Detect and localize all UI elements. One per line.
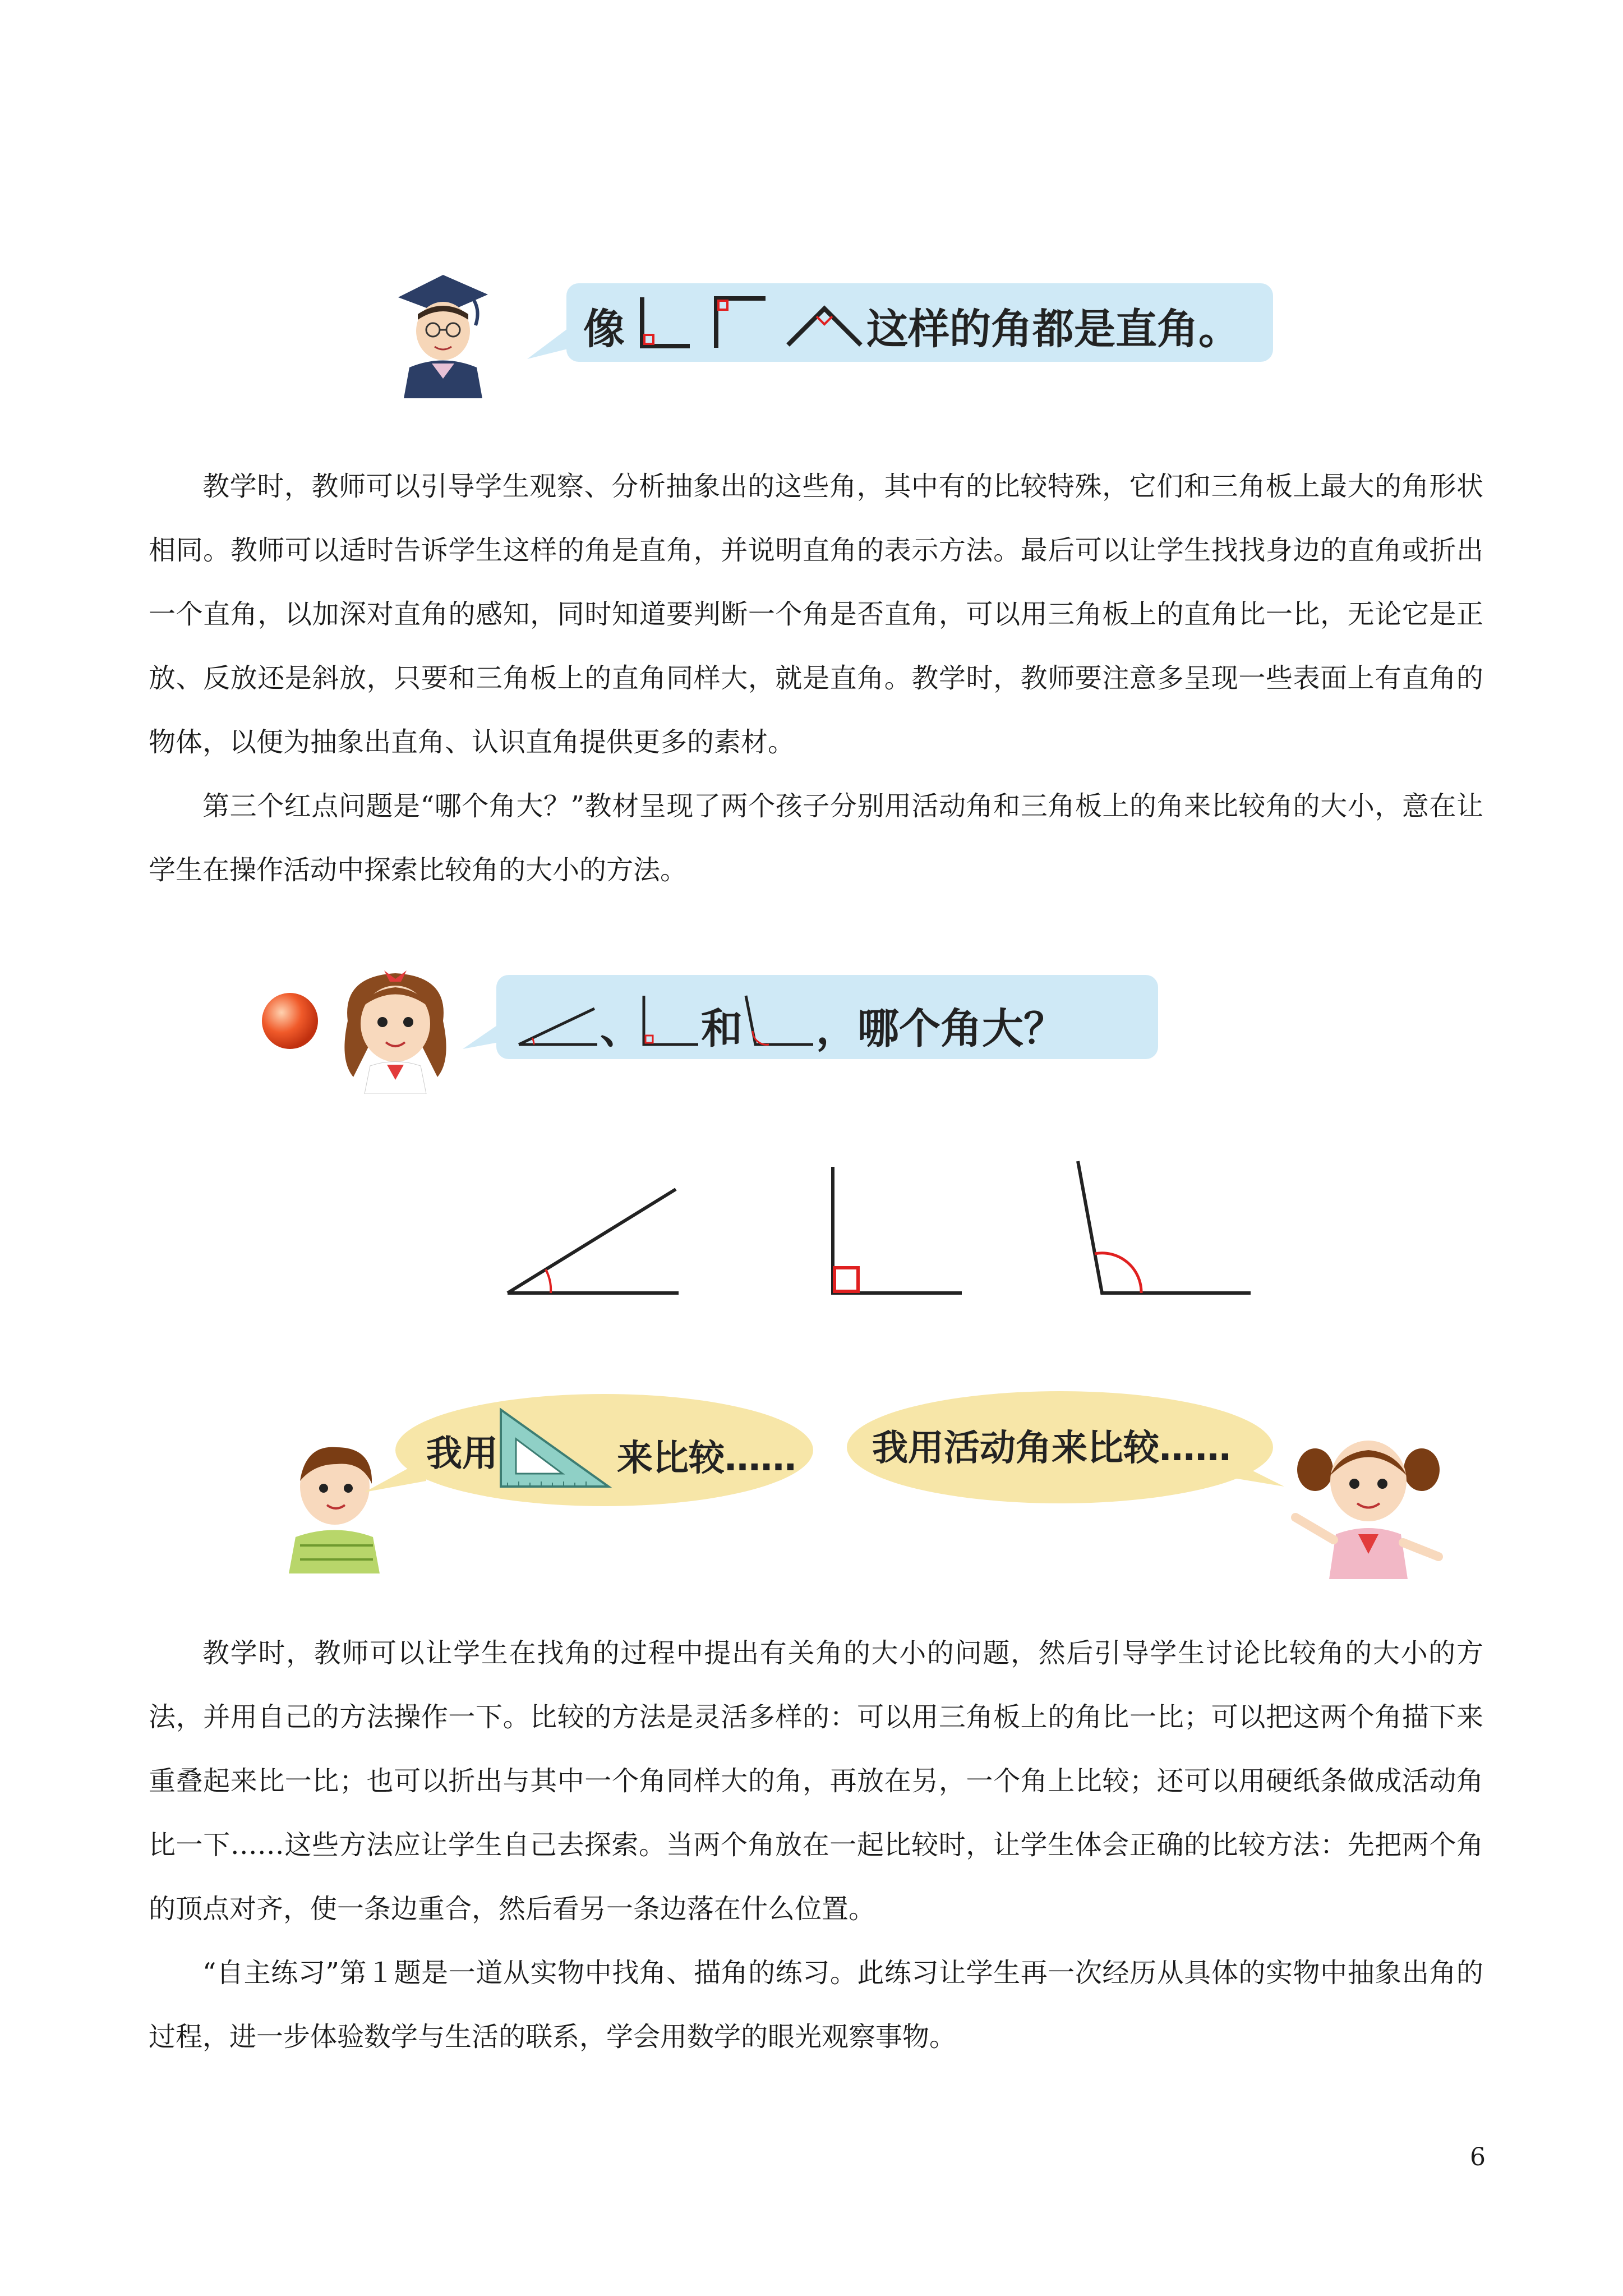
pigtail-girl-figure (1290, 1428, 1447, 1579)
boy-bubble-pointer-icon (365, 1458, 426, 1503)
paragraph-3: 教学时，教师可以让学生在找角的过程中提出有关角的大小的问题，然后引导学生讨论比较角的大小的方法，并用自己的方法操作一下。比较的方法是灵活多样的：可以用三角板上的角比一比；可以把这两个角描下来重叠起来比一比；也可以折出与其中一个角同样大的角，再放在另，一个角上比较；还可以用硬纸条做成活动角比一下……这些方法应让学生自己去探索。当两个角放在一起比较时，让学生体会正确的比较方法：先把两个角的顶点对齐，使一条边重合，然后看另一条边落在什么位置。 (149, 1637, 1483, 1925)
callout-pointer-icon (527, 325, 572, 365)
right-angle-small-icon (639, 993, 701, 1049)
large-right-angle (824, 1161, 970, 1307)
triangle-ruler-icon (496, 1405, 614, 1492)
girl-figure (331, 959, 460, 1094)
teacher-avatar-icon (387, 264, 499, 398)
question-separator: 、 (600, 1005, 642, 1053)
right-angle-flipped-icon (709, 292, 771, 353)
pigtail-girl-avatar-icon (1290, 1428, 1447, 1579)
page-number: 6 (1470, 2143, 1486, 2171)
girl-avatar-icon (331, 959, 460, 1094)
question-and: 和 (701, 1005, 743, 1053)
paragraph-1: 教学时，教师可以引导学生观察、分析抽象出的这些角，其中有的比较特殊，它们和三角板上最大的角形状相同。教师可以适时告诉学生这样的角是直角，并说明直角的表示方法。最后可以让学生找找身边的直角或折出一个直角，以加深对直角的感知，同时知道要判断一个角是否直角，可以用三角板上的直角比一比，无论它是正放、反放还是斜放，只要和三角板上的直角同样大，就是直角。教学时，教师要注意多呈现一些表面上有直角的物体，以便为抽象出直角、认识直角提供更多的素材。 (149, 471, 1483, 758)
large-acute-angle (499, 1178, 684, 1301)
girl-speech-text: 我用活动角来比较…… (872, 1428, 1231, 1469)
right-angle-tilted-icon (785, 297, 864, 348)
callout-prefix: 像 (583, 305, 625, 353)
question-tail: ，哪个角大？ (816, 1005, 1065, 1053)
red-dot-icon (259, 990, 321, 1052)
boy-figure (283, 1433, 384, 1573)
boy-speech-after: 来比较…… (617, 1438, 796, 1479)
obtuse-angle-small-icon (743, 993, 816, 1049)
right-angle-upright-icon (637, 295, 693, 351)
boy-avatar-icon (283, 1433, 384, 1573)
question-pointer-icon (463, 1018, 508, 1057)
acute-angle-small-icon (516, 1004, 600, 1049)
callout-suffix: 这样的角都是直角。 (866, 305, 1240, 353)
paragraph-2: 第三个红点问题是“哪个角大？”教材呈现了两个孩子分别用活动角和三角板上的角来比较角的大小，意在让学生在操作活动中探索比较角的大小的方法。 (149, 790, 1483, 886)
paragraph-4: “自主练习”第１题是一道从实物中找角、描角的练习。此练习让学生再一次经历从具体的实物中抽象出角的过程，进一步体验数学与生活的联系，学会用数学的眼光观察事物。 (149, 1957, 1483, 2053)
boy-speech-before: 我用 (426, 1433, 498, 1475)
large-obtuse-angle (1071, 1156, 1256, 1307)
teacher-figure (387, 264, 499, 398)
